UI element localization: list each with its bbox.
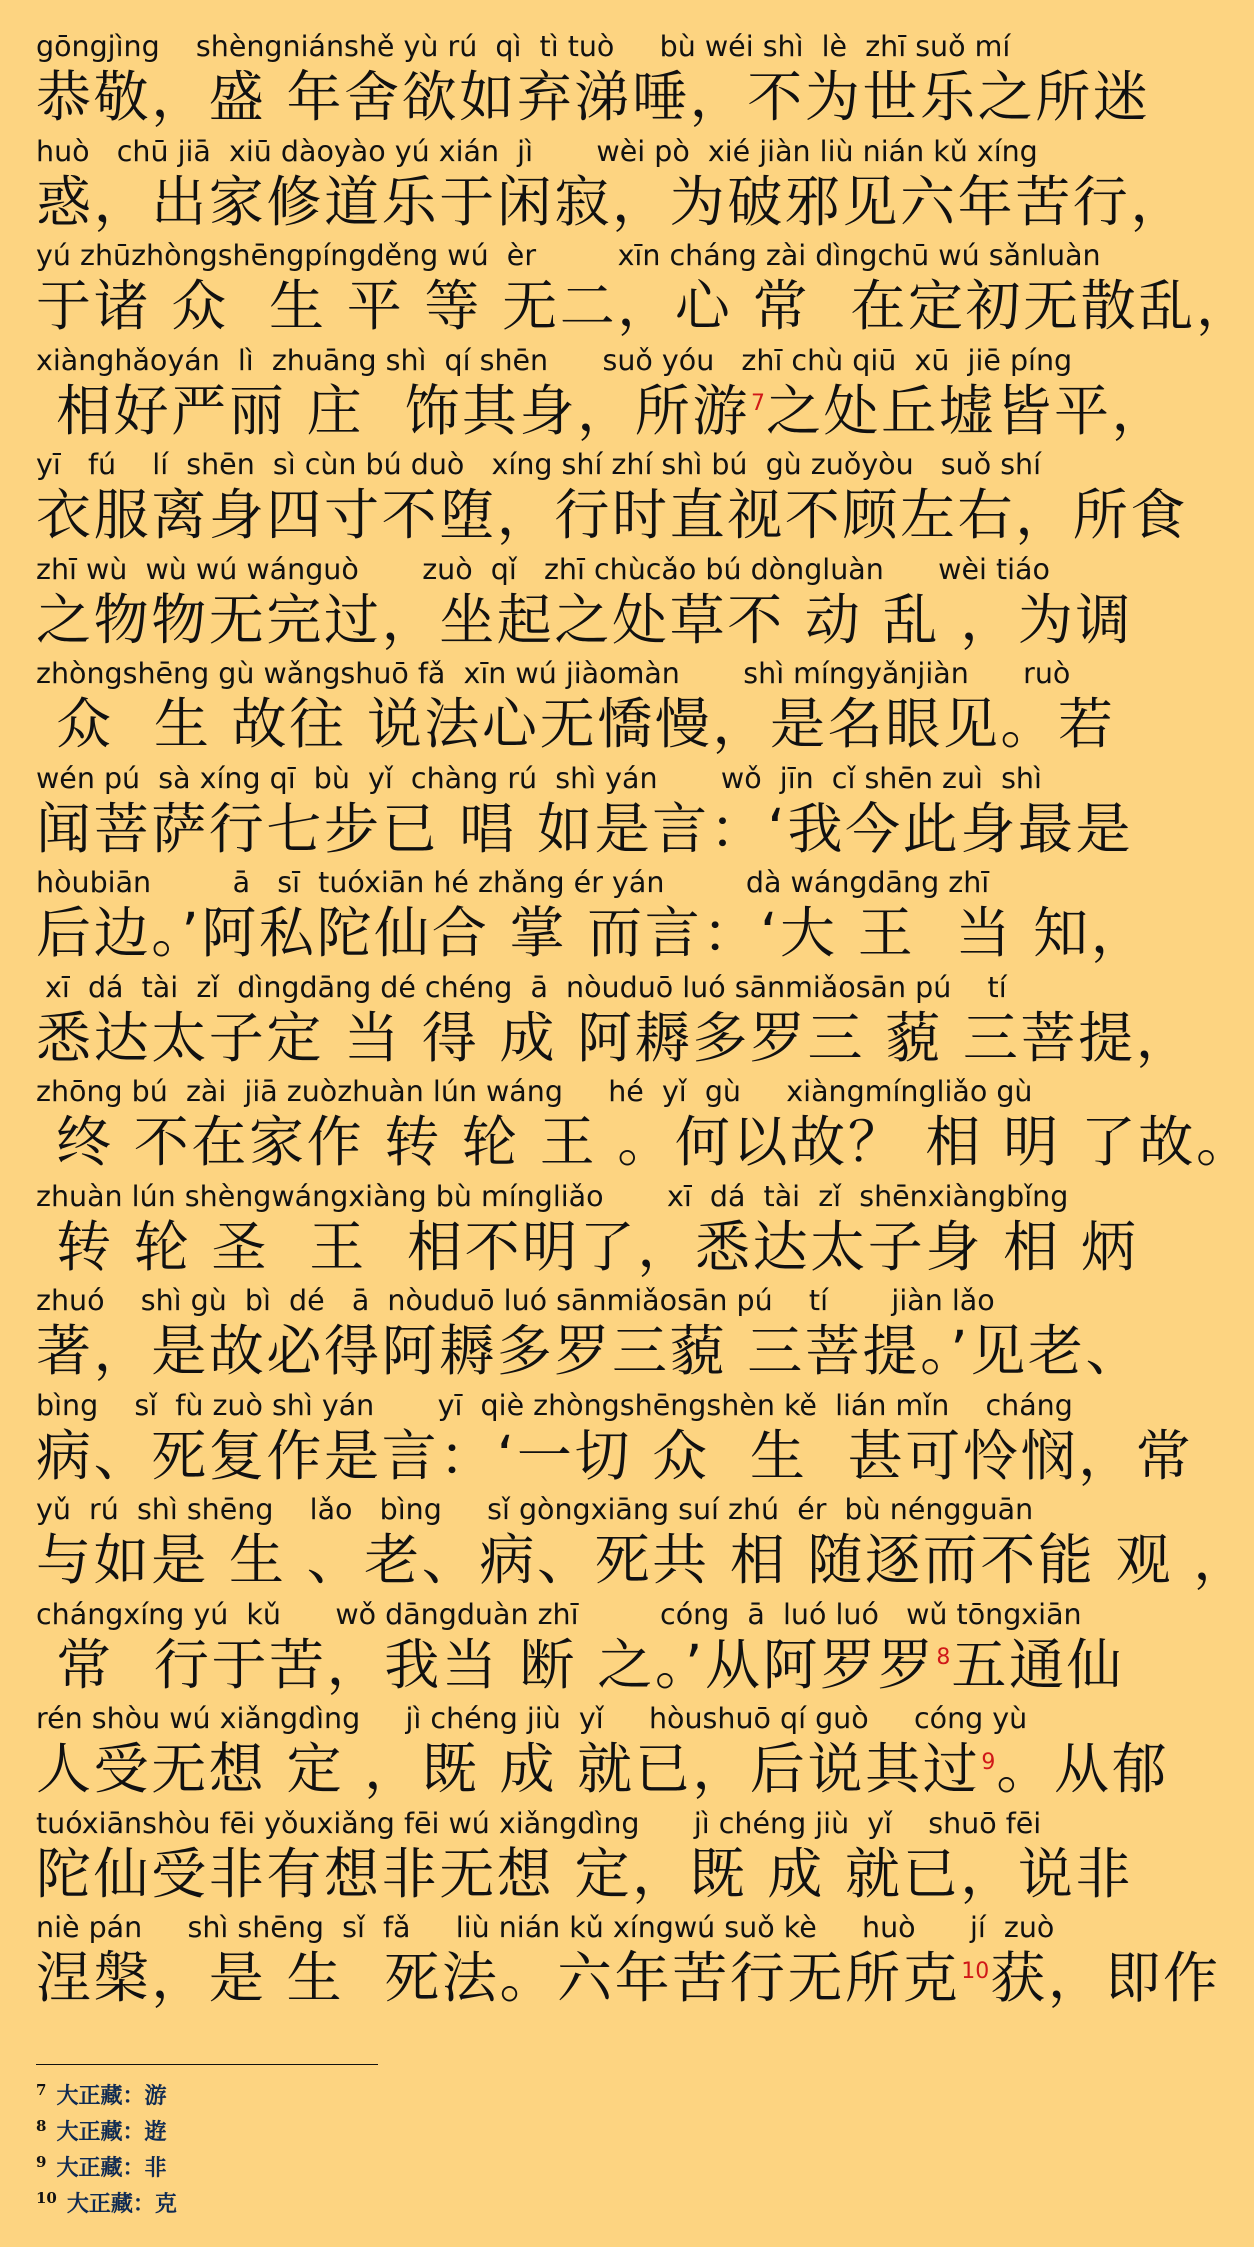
hanzi-segment: 相好严丽 庄 饰其身，所游 (36, 378, 750, 443)
hanzi-line (36, 1736, 1170, 1804)
pinyin-line: chángxíng yú kǔ wǒ dāngduàn zhī cóng ā luó luó wǔ tōngxiān (36, 1597, 1082, 1631)
footnote-7 (36, 2078, 177, 2114)
footnote-number: 9 (36, 2152, 47, 2171)
hanzi-line (36, 1632, 1125, 1700)
footnote-10 (36, 2186, 177, 2222)
text-line-18 (36, 1806, 1134, 1912)
text-line-14 (36, 1388, 1194, 1494)
hanzi-line: 病、死复作是言：‘一切 众 生 甚可怜悯，常 (36, 1423, 1194, 1488)
footnote-text: 大正藏：非 (56, 2155, 167, 2181)
pinyin-line: bìng sǐ fù zuò shì yán yī qiè zhòngshēngshèn kě lián mǐn cháng (36, 1388, 1073, 1422)
text-line-17 (36, 1702, 1170, 1807)
footnote-text: 大正藏：游 (56, 2083, 167, 2109)
footnote-8 (36, 2114, 177, 2150)
scripture-body (36, 30, 1254, 2016)
text-line-19 (36, 1911, 1221, 2016)
pinyin-line: niè pán shì shēng sǐ fǎ liù nián kǔ xíngwú suǒ kè huò jí zuò (36, 1911, 1055, 1944)
footnote-ref-7[interactable]: 7 (750, 391, 765, 417)
text-line-2 (36, 134, 1189, 240)
hanzi-line: 与如是 生 、老、病、死共 相 随逐而不能 观 ， (36, 1528, 1251, 1592)
pinyin-line: yī fú lí shēn sì cùn bú duò xíng shí zhí shì bú gù zuǒyòu suǒ shí (36, 448, 1042, 481)
pinyin-line: gōngjìng shèngniánshě yù rú qì tì tuò bù wéi shì lè zhī suǒ mí (36, 30, 1011, 63)
text-line-8 (36, 761, 1134, 867)
hanzi-line: 著，是故必得阿耨多罗三藐 三菩提。’见老、 (36, 1319, 1144, 1383)
hanzi-segment: 涅槃，是 生 死法。六年苦行无所克 (36, 1946, 961, 2010)
pinyin-line: tuóxiānshòu fēi yǒuxiǎng fēi wú xiǎngdìng jì chéng jiù yǐ shuō fēi (36, 1806, 1042, 1840)
hanzi-line (36, 1945, 1221, 2013)
hanzi-line: 后边。’阿私陀仙合 掌 而言：‘大 王 当 知， (36, 901, 1149, 965)
hanzi-segment: 常 行于苦，我当 断 之。’从阿罗罗 (36, 1632, 936, 1697)
footnote-number: 7 (36, 2080, 47, 2099)
pinyin-line: xī dá tài zǐ dìngdāng dé chéng ā nòuduō luó sānmiǎosān pú tí (36, 970, 1007, 1004)
text-line-11 (36, 1075, 1254, 1180)
footnotes (36, 2078, 177, 2222)
text-line-9 (36, 866, 1149, 971)
hanzi-line: 众 生 故往 说法心无憍慢，是名眼见。若 (36, 692, 1116, 756)
hanzi-line: 衣服离身四寸不堕，行时直视不顾左右，所食 (36, 483, 1189, 547)
hanzi-line: 之物物无完过，坐起之处草不 动 乱 ，为调 (36, 587, 1134, 652)
hanzi-segment: 。从郁 (996, 1737, 1170, 1801)
footnote-ref-8[interactable]: 8 (936, 1645, 951, 1671)
hanzi-line: 悉达太子定 当 得 成 阿耨多罗三 藐 三菩提， (36, 1005, 1194, 1070)
hanzi-segment: 五通仙 (951, 1632, 1125, 1697)
footnote-number: 10 (36, 2188, 57, 2207)
hanzi-line: 陀仙受非有想非无想 定，既 成 就已，说非 (36, 1841, 1134, 1906)
text-line-13 (36, 1284, 1144, 1389)
hanzi-segment: 人受无想 定 ，既 成 就已，后说其过 (36, 1737, 981, 1801)
pinyin-line: yú zhūzhòngshēngpíngděng wú èr xīn cháng zài dìngchū wú sǎnluàn (36, 239, 1101, 272)
pinyin-line: huò chū jiā xiū dàoyào yú xián jì wèi pò xié jiàn liù nián kǔ xíng (36, 134, 1038, 168)
text-line-4 (36, 343, 1170, 449)
pinyin-line: zhī wù wù wú wánguò zuò qǐ zhī chùcǎo bú dòngluàn wèi tiáo (36, 552, 1050, 586)
footnote-9 (36, 2150, 177, 2186)
pinyin-line: zhuàn lún shèngwángxiàng bù míngliǎo xī dá tài zǐ shēnxiàngbǐng (36, 1179, 1069, 1213)
hanzi-line: 惑，出家修道乐于闲寂，为破邪见六年苦行， (36, 169, 1189, 234)
text-line-7 (36, 657, 1116, 762)
footnote-ref-9[interactable]: 9 (981, 1749, 996, 1775)
hanzi-line: 恭敬，盛 年舍欲如弃涕唾，不为世乐之所迷 (36, 65, 1151, 129)
text-line-16 (36, 1597, 1125, 1703)
text-line-12 (36, 1179, 1139, 1285)
footnote-number: 8 (36, 2116, 47, 2135)
hanzi-line: 转 轮 圣 王 相不明了，悉达太子身 相 炳 (36, 1214, 1139, 1279)
hanzi-line: 终 不在家作 转 轮 王 。何以故？ 相 明 了故。 (36, 1110, 1254, 1174)
pinyin-line: wén pú sà xíng qī bù yǐ chàng rú shì yán wǒ jīn cǐ shēn zuì shì (36, 761, 1042, 795)
pinyin-line: yǔ rú shì shēng lǎo bìng sǐ gòngxiāng suí zhú ér bù néngguān (36, 1493, 1034, 1526)
hanzi-line: 于诸 众 生 平 等 无二，心 常 在定初无散乱， (36, 274, 1254, 338)
pinyin-line: rén shòu wú xiǎngdìng jì chéng jiù yǐ hòushuō qí guò cóng yù (36, 1702, 1028, 1735)
text-line-10 (36, 970, 1194, 1076)
footnote-text: 大正藏：克 (66, 2191, 177, 2217)
text-line-1 (36, 30, 1151, 135)
footnote-text: 大正藏：逰 (56, 2119, 167, 2145)
footnote-divider (36, 2064, 378, 2065)
pinyin-line: zhuó shì gù bì dé ā nòuduō luó sānmiǎosān pú tí jiàn lǎo (36, 1284, 995, 1317)
footnote-ref-10[interactable]: 10 (961, 1958, 990, 1984)
hanzi-segment: 之处丘墟皆平， (765, 378, 1170, 443)
pinyin-line: zhōng bú zài jiā zuòzhuàn lún wáng hé yǐ gù xiàngmíngliǎo gù (36, 1075, 1033, 1108)
hanzi-line (36, 378, 1170, 446)
text-line-15 (36, 1493, 1251, 1598)
text-line-5 (36, 448, 1189, 553)
pinyin-line: xiànghǎoyán lì zhuāng shì qí shēn suǒ yóu zhī chù qiū xū jiē píng (36, 343, 1073, 377)
hanzi-segment: 获，即作 (990, 1946, 1221, 2010)
pinyin-line: hòubiān ā sī tuóxiān hé zhǎng ér yán dà wángdāng zhī (36, 866, 990, 899)
pinyin-line: zhòngshēng gù wǎngshuō fǎ xīn wú jiàomàn shì míngyǎnjiàn ruò (36, 657, 1071, 690)
hanzi-line: 闻菩萨行七步已 唱 如是言：‘我今此身最是 (36, 796, 1134, 861)
text-line-6 (36, 552, 1134, 658)
text-line-3 (36, 239, 1254, 344)
